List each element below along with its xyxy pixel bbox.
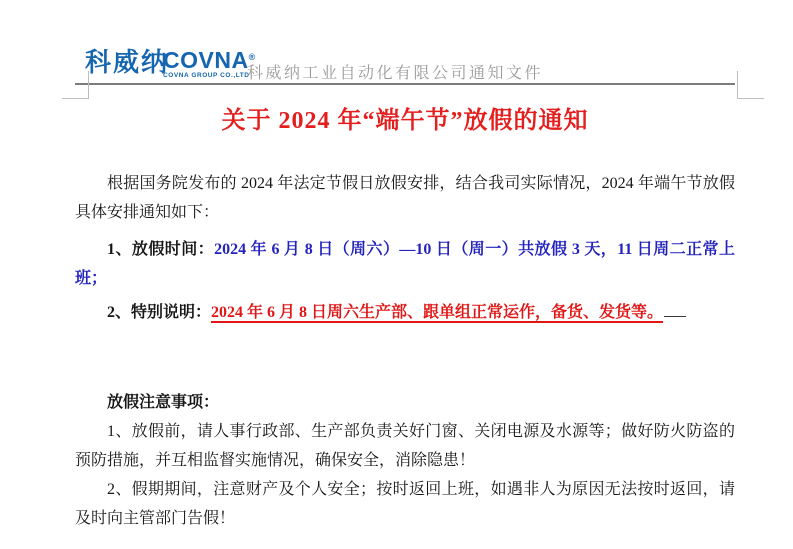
- margin-crop-mark-left: [62, 71, 89, 99]
- margin-crop-mark-right: [737, 71, 764, 99]
- company-logo: [163, 49, 255, 80]
- registered-trademark-icon: ®: [248, 52, 256, 62]
- special-note-text: 2024 年 6 月 8 日周六生产部、跟单组正常运作，备货、发货等。: [211, 304, 664, 321]
- special-note-item: [75, 298, 735, 327]
- header-divider-line: [75, 83, 735, 85]
- note-item-2: 2、假期期间，注意财产及个人安全；按时返回上班，如遇非人为原因无法按时返回，请及时向主管部门告假！: [75, 481, 735, 527]
- document-content: [75, 100, 735, 533]
- company-logo-subtitle: COVNA GROUP CO.,LTD: [163, 72, 250, 79]
- notice-title: 关于 2024 年“端午节”放假的通知: [221, 108, 589, 134]
- special-note-label: 2、特别说明：: [107, 304, 212, 321]
- holiday-time-label: 1、放假时间：: [107, 241, 215, 258]
- intro-paragraph: 根据国务院发布的 2024 年法定节假日放假安排，结合我司实际情况，2024 年端午节放假具体安排通知如下：: [75, 175, 735, 221]
- company-logo-chinese: 科威纳: [85, 47, 170, 77]
- holiday-time-item: [75, 235, 735, 293]
- holiday-time-text: 2024 年 6 月 8 日（周六）—10 日（周一）共放假 3 天，11 日周二正常上班；: [75, 241, 735, 287]
- underline-tail: [664, 302, 686, 317]
- note-item-1: 1、放假前，请人事行政部、生产部负责关好门窗、关闭电源及水源等；做好防火防盗的预防措施，并互相监督实施情况，确保安全，消除隐患！: [75, 423, 735, 469]
- header-document-label: 科威纳工业自动化有限公司通知文件: [247, 65, 544, 82]
- notes-heading: 放假注意事项：: [107, 394, 220, 411]
- company-logo-english: COVNA: [163, 47, 249, 73]
